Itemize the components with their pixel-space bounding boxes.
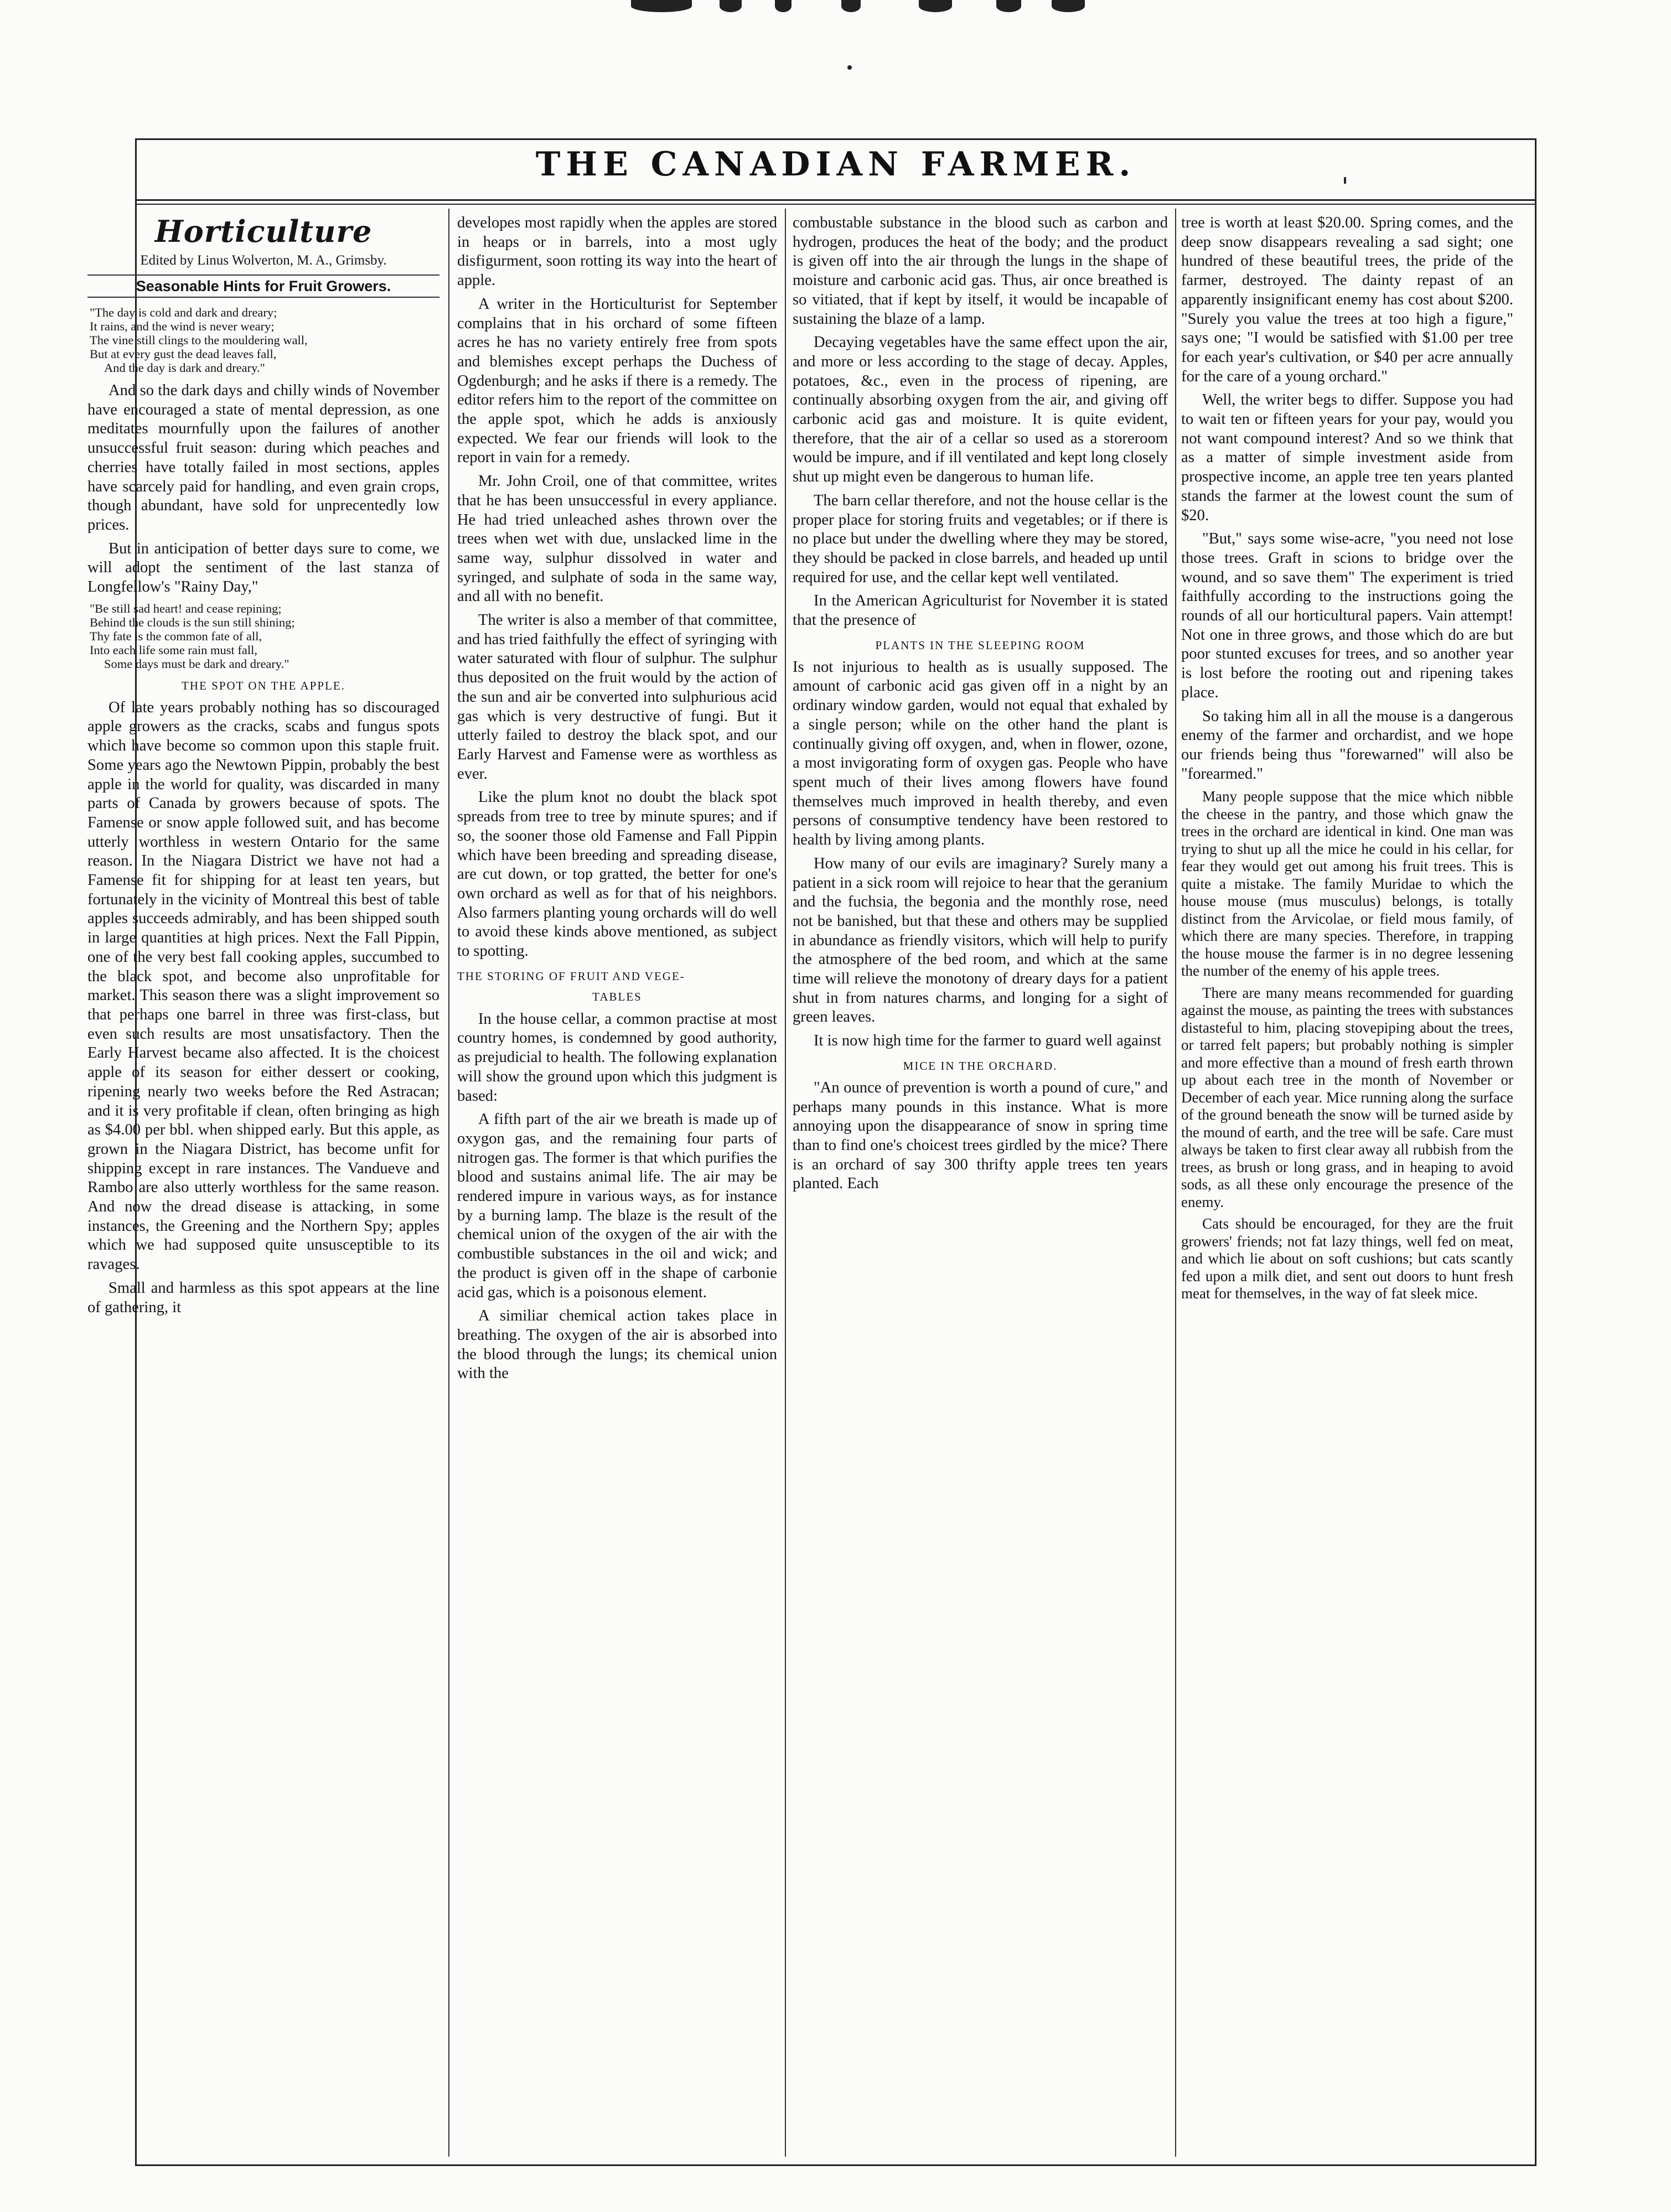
paragraph: The barn cellar therefore, and not the house cellar is the proper place for storing fruits and vegetables; or if there is no place but under the dwelling where they may be stored, they should be packed in close barrels, and headed up until required for use, and the cellar kept well ventilated. bbox=[793, 491, 1168, 586]
poem-excerpt bbox=[90, 602, 439, 671]
paragraph: tree is worth at least $20.00. Spring comes, and the deep snow disappears revealing a sad sight; one hundred of these beautiful trees, the pride of the farmer, destroyed. The dainty repast of an apparently insignificant enemy has cost about $200. "Surely you value the trees at too high a figure," says one; "I would be satisfied with $1.00 per tree for each year's cultivation, or $40 per acre annually for the care of a young orchard." bbox=[1181, 214, 1513, 385]
column-4 bbox=[1181, 214, 1513, 2151]
column-2 bbox=[457, 214, 777, 2151]
department-heading: Horticulture bbox=[154, 214, 373, 249]
paragraph: Like the plum knot no doubt the black spot spreads from tree to tree by minute spures; and if so, the sooner those old Famense and Fall Pippin which have been breeding and spreading disease, are cut down, or top gratted, the better for one's own orchard as well as for that of his neighbors. Also farmers planting young orchards will do well to avoid these kinds above mentioned, as subject to spotting. bbox=[457, 789, 777, 960]
paragraph: developes most rapidly when the apples are stored in heaps or in barrels, into a most ugly disfigurment, soon rotting its way into the heart of apple. bbox=[457, 214, 777, 289]
subheading: THE SPOT ON THE APPLE. bbox=[182, 678, 345, 692]
paragraph: Is not injurious to health as is usually supposed. The amount of carbonic acid gas given off in a night by an ordinary window garden, would not equal that exhaled by a single person; while on the other hand the plant is continually giving off oxygen, and, when in flower, ozone, a most invigorating form of oxygen gas. People who have spent much of their lives among flowers have found themselves much improved in health thereby, and even persons of consumptive tendency have been restored to health by living among plants. bbox=[793, 658, 1168, 849]
paragraph: Cats should be encouraged, for they are the fruit growers' friends; not fat lazy things, well fed on meat, and which lie about on soft cushions; but cats scantly fed upon a milk diet, and sent out doors to hunt fresh meat for themselves, in the way of fat sleek mice. bbox=[1181, 1215, 1513, 1302]
paragraph: In the American Agriculturist for November it is stated that the presence of bbox=[793, 592, 1168, 629]
column-3 bbox=[793, 214, 1168, 2151]
poem-line: Some days must be dark and dreary." bbox=[104, 656, 289, 671]
paragraph: Of late years probably nothing has so discouraged apple growers as the cracks, scabs and fungus spots which have become so common upon this staple fruit. Some years ago the Newtown Pippin, probably the best apple in the world for quality, was discarded in many parts of Canada by growers because of spots. The Famense or snow apple followed suit, and has become utterly worthless in western Ontario for the same reason. In the Niagara District we have not had a Famense fit for shipping for at least ten years, but fortunately in the vicinity of Montreal this best of table apples succeeds admirably, and has been shipped south in large quantities at high prices. Next the Fall Pippin, one of the very best fall cooking apples, succumbed to the black spot, and become also unprofitable for market. This season there was a slight improvement so that perhaps one barrel in three was first-class, but even such results are most unsatisfactory. Then the Early Harvest became also affected. It is the choicest apple of its season for either dessert or cooking, ripening nearly two weeks before the Red Astracan; and it is very profitable if clean, often bringing as high as $4.00 per bbl. when shipped early. But this apple, as grown in the Niagara District, has become unfit for shipping except in rare instances. The Vandueve and Rambo are also utterly worthless for the same reason. And now the dread disease is attacking, in some instances, the Greening and the Northern Spy; apples which we had supposed quite unsusceptible to its ravages. bbox=[87, 698, 439, 1273]
paragraph: Decaying vegetables have the same effect upon the air, and more or less according to the stage of decay. Apples, potatoes, &c., even in the process of ripening, are continually absorbing oxygen from the air, and giving off carbonic acid gas and moisture. It is quite evident, therefore, that the air of a cellar so used as a storeroom would be impure, and if ill ventilated and kept long closely shut up might even be dangerous to human life. bbox=[793, 334, 1168, 486]
poem-line: Thy fate is the common fate of all, bbox=[90, 629, 262, 643]
masthead: THE CANADIAN FARMER. bbox=[535, 145, 1136, 184]
top-scan-mark bbox=[609, 0, 1107, 14]
poem-line: "Be still sad heart! and cease repining; bbox=[90, 601, 282, 615]
paragraph: A similiar chemical action takes place in breathing. The oxygen of the air is absorbed into the blood through the lungs; its chemical union with the bbox=[457, 1307, 777, 1382]
subheading: MICE IN THE ORCHARD. bbox=[903, 1059, 1058, 1073]
subheading: PLANTS IN THE SLEEPING ROOM bbox=[875, 638, 1085, 652]
poem-line: It rains, and the wind is never weary; bbox=[90, 319, 275, 333]
column-divider bbox=[1175, 209, 1176, 2157]
paragraph: In the house cellar, a common practise at most country homes, is condemned by good authority, as prejudicial to health. The following explanation will show the ground upon which this judgment is based: bbox=[457, 1010, 777, 1105]
masthead-rule-thin bbox=[135, 204, 1537, 205]
paragraph: "An ounce of prevention is worth a pound of cure," and perhaps many pounds in this instance. What is more annoying upon the disappearance of snow in spring time than to find one's choicest trees girdled by the mice? There is an orchard of say 300 thrifty apple trees ten years planted. Each bbox=[793, 1079, 1168, 1193]
column-divider bbox=[785, 209, 786, 2157]
paragraph: A writer in the Horticulturist for September complains that in his orchard of some fifteen acres he has no variety entirely free from spots and blemishes except perhaps the Duchess of Ogdenburgh; and he asks if there is a remedy. The editor refers him to the report of the committee on the apple spot, which he adds is anxiously expected. We fear our friends will look to the report in vain for a remedy. bbox=[457, 295, 777, 467]
poem-line: The vine still clings to the mouldering wall, bbox=[90, 333, 308, 347]
paragraph: A fifth part of the air we breath is made up of oxygon gas, and the remaining four parts of nitrogen gas. The former is that which purifies the blood and sustains animal life. The air may be rendered impure in various ways, as for instance by a burning lamp. The blaze is the result of the chemical union of the oxygen of the air with the combustible substances in the oil and wick; and the product is given off in the shape of carbonie acid gas, which is a poisonous element. bbox=[457, 1111, 777, 1301]
paragraph: It is now high time for the farmer to guard well against bbox=[814, 1032, 1162, 1050]
paragraph: But in anticipation of better days sure to come, we will adopt the sentiment of the last stanza of Longfellow's "Rainy Day," bbox=[87, 540, 439, 596]
paragraph: Mr. John Croil, one of that committee, writes that he has been unsuccessful in every appliance. He had tried unleached ashes thrown over the trees when wet with due, unslacked lime in the same way, sulphur dissolved in water and syringed, and sulphate of soda in the same way, and all with no benefit. bbox=[457, 473, 777, 605]
poem-line: And the day is dark and dreary." bbox=[104, 361, 265, 375]
paragraph: The writer is also a member of that committee, and has tried faithfully the effect of syringing with water saturated with flour of sulphur. The sulphur thus deposited on the fruit would by the action of the sun and air be converted into sulphurious acid gas which is very destructive of fungi. But it utterly failed to destroy the black spot, and our Early Harvest and Famense were as worthless as ever. bbox=[457, 612, 777, 783]
paragraph: Well, the writer begs to differ. Suppose you had to wait ten or fifteen years for your pay, would you not want compound interest? And so we think that as a matter of simple investment aside from prospective income, an apple tree ten years planted stands the farmer at the lowest count the sum of $20. bbox=[1181, 391, 1513, 524]
paragraph: combustable substance in the blood such as carbon and hydrogen, produces the heat of the body; and the product is given off into the air through the lungs in the shape of moisture and carbonic acid gas. Thus, air once breathed is so vitiated, that if kept by itself, it would be incapable of sustaining the blaze of a lamp. bbox=[793, 214, 1168, 328]
masthead-rule bbox=[135, 199, 1537, 201]
paragraph: So taking him all in all the mouse is a dangerous enemy of the farmer and orchardist, and we hope our friends being thus "forewarned" will also be "forearmed." bbox=[1181, 707, 1513, 783]
column-1 bbox=[87, 214, 439, 2151]
subheading: THE STORING OF FRUIT AND VEGE- bbox=[457, 969, 685, 983]
paragraph: Many people suppose that the mice which nibble the cheese in the pantry, and those which gnaw the trees in the orchard are identical in kind. One man was trying to shut up all the mice he could in his cellar, for fear they would get out among his fruit trees. This is quite a mistake. The family Muridae to which the house mouse (mus musculus) belongs, is totally distinct from the Arvicolae, or field mous family, of which there are many species. Therefore, in trapping the house mouse the farmer is in no degree lessening the number of the enemy of his apple trees. bbox=[1181, 788, 1513, 980]
poem-excerpt bbox=[90, 305, 439, 375]
paragraph: And so the dark days and chilly winds of November have encouraged a state of mental depression, as one meditates mournfully upon the failures of another unsuccessful fruit season: during which peaches and cherries have totally failed in most sections, apples have scarcely paid for handling, and even grain crops, though abundant, have sold for unprecentedly low prices. bbox=[87, 382, 439, 533]
column-divider bbox=[448, 209, 449, 2157]
poem-line: Behind the clouds is the sun still shining; bbox=[90, 615, 295, 629]
poem-line: Into each life some rain must fall, bbox=[90, 643, 258, 657]
poem-line: But at every gust the dead leaves fall, bbox=[90, 347, 277, 361]
paragraph: "But," says some wise-acre, "you need not lose those trees. Graft in scions to bridge over the wound, and so save them" The experiment is tried faithfully according to the instructions going the rounds of all our horticultural papers. Vain attempt! Not one in three grows, and those which do are but poor stunted excuses for trees, and so another year is lost before the rooting out and ripening takes place. bbox=[1181, 530, 1513, 701]
paragraph: How many of our evils are imaginary? Surely many a patient in a sick room will rejoice to hear that the geranium and the fuchsia, the begonia and the monthly rose, need not be banished, but that these and others may be supplied in abundance as friendly visitors, which will help to purify the atmosphere of the bed room, and which at the same time will relieve the monotony of dreary days for a patient shut in from natures charms, and longing for a sight of green leaves. bbox=[793, 854, 1168, 1026]
poem-line: "The day is cold and dark and dreary; bbox=[90, 305, 277, 319]
article-title: Seasonable Hints for Fruit Growers. bbox=[87, 274, 439, 298]
subheading-continued: TABLES bbox=[592, 990, 642, 1003]
editor-byline: Edited by Linus Wolverton, M. A., Grimsby. bbox=[140, 253, 387, 268]
paragraph: Small and harmless as this spot appears at the line of gathering, it bbox=[87, 1279, 439, 1316]
paragraph: There are many means recommended for guarding against the mouse, as painting the trees with substances distasteful to him, placing stovepiping about the trees, or tarred felt papers; but probably nothing is simpler and more effective than a mound of fresh earth thrown up about each tree in the month of November or December of each year. Mice running along the surface of the ground beneath the snow will be turned aside by the mound of earth, and the tree will be safe. Care must always be taken to first clear away all rubbish from the trees, as brush or long grass, and in heaping to avoid sods, as all these only encourage the presence of the enemy. bbox=[1181, 984, 1513, 1210]
scan-speck bbox=[847, 65, 852, 70]
